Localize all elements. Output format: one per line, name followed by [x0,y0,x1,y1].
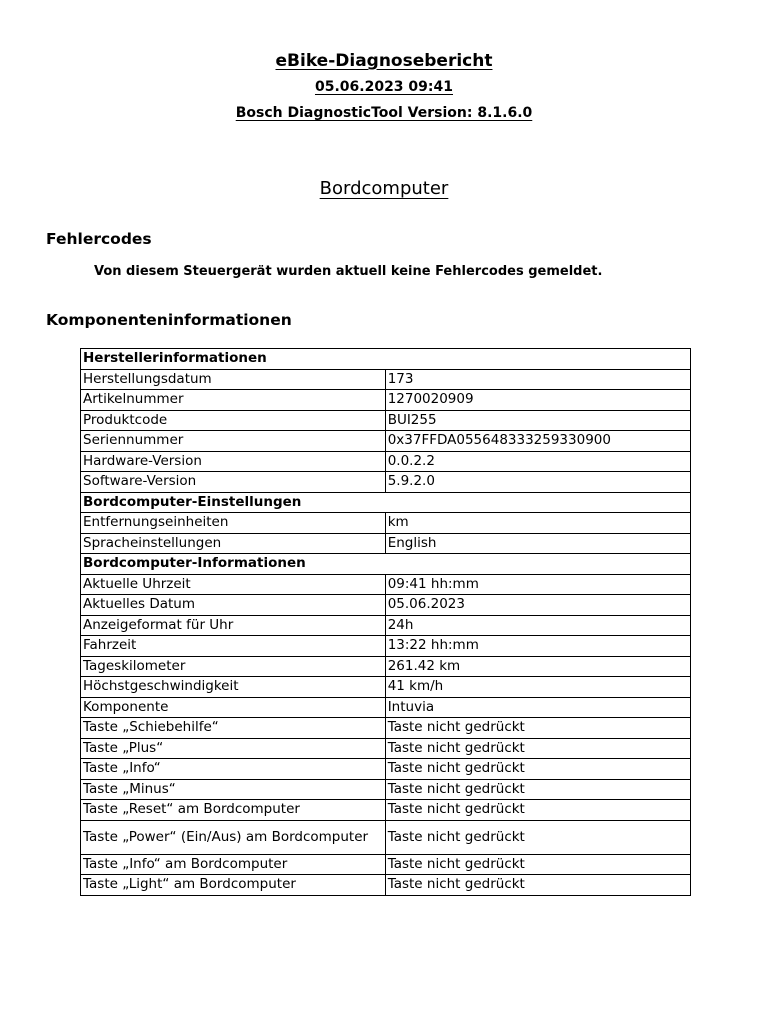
table-row [81,636,691,657]
row-value: 0.0.2.2 [385,451,690,472]
table-row [81,533,691,554]
row-value: Taste nicht gedrückt [385,738,690,759]
row-label: Anzeigeformat für Uhr [81,615,386,636]
table-row [81,513,691,534]
error-codes-heading: Fehlercodes [46,230,152,248]
row-label: Aktuelle Uhrzeit [81,574,386,595]
group-title-manufacturer: Herstellerinformationen [81,349,691,370]
table-row [81,854,691,875]
row-label: Tageskilometer [81,656,386,677]
report-title: eBike-Diagnosebericht [275,51,493,71]
row-label: Seriennummer [81,431,386,452]
table-row [81,451,691,472]
row-value: Taste nicht gedrückt [385,820,690,854]
table-row [81,431,691,452]
row-value: 24h [385,615,690,636]
row-value: Taste nicht gedrückt [385,759,690,780]
row-label: Höchstgeschwindigkeit [81,677,386,698]
row-value: 0x37FFDA055648333259330900 [385,431,690,452]
row-value: 41 km/h [385,677,690,698]
row-label: Taste „Plus“ [81,738,386,759]
row-value: 5.9.2.0 [385,472,690,493]
table-row [81,738,691,759]
row-label: Komponente [81,697,386,718]
row-value: 261.42 km [385,656,690,677]
row-label: Herstellungsdatum [81,369,386,390]
table-row [81,656,691,677]
row-value: 05.06.2023 [385,595,690,616]
row-value: Intuvia [385,697,690,718]
table-row [81,390,691,411]
table-group-row [81,554,691,575]
row-label: Artikelnummer [81,390,386,411]
row-label: Taste „Light“ am Bordcomputer [81,875,386,896]
row-label: Fahrzeit [81,636,386,657]
table-row [81,820,691,854]
component-info-heading: Komponenteninformationen [46,311,292,329]
group-title-information: Bordcomputer-Informationen [81,554,691,575]
table-row [81,875,691,896]
row-value: 13:22 hh:mm [385,636,690,657]
row-value: 09:41 hh:mm [385,574,690,595]
component-info-table [80,348,691,896]
table-row [81,574,691,595]
row-label: Taste „Info“ am Bordcomputer [81,854,386,875]
row-value: BUI255 [385,410,690,431]
table-row [81,677,691,698]
row-label: Taste „Minus“ [81,779,386,800]
row-value: Taste nicht gedrückt [385,800,690,821]
table-row [81,779,691,800]
row-label: Taste „Schiebehilfe“ [81,718,386,739]
table-row [81,615,691,636]
group-title-settings: Bordcomputer-Einstellungen [81,492,691,513]
row-label: Taste „Power“ (Ein/Aus) am Bordcomputer [81,820,386,854]
row-label: Aktuelles Datum [81,595,386,616]
device-title: Bordcomputer [319,178,449,199]
row-label: Entfernungseinheiten [81,513,386,534]
row-value: English [385,533,690,554]
row-label: Produktcode [81,410,386,431]
table-row [81,800,691,821]
report-header [0,48,768,126]
table-row [81,697,691,718]
row-value: 173 [385,369,690,390]
row-value: km [385,513,690,534]
table-row [81,369,691,390]
table-row [81,718,691,739]
table-row [81,410,691,431]
table-group-row [81,492,691,513]
report-tool-version: Bosch DiagnosticTool Version: 8.1.6.0 [235,105,533,121]
table-row [81,595,691,616]
no-error-codes-message: Von diesem Steuergerät wurden aktuell keine Fehlercodes gemeldet. [94,264,603,279]
table-row [81,472,691,493]
row-value: Taste nicht gedrückt [385,875,690,896]
table-row [81,759,691,780]
row-label: Hardware-Version [81,451,386,472]
table-group-row [81,349,691,370]
row-label: Software-Version [81,472,386,493]
row-value: 1270020909 [385,390,690,411]
row-value: Taste nicht gedrückt [385,854,690,875]
row-label: Taste „Info“ [81,759,386,780]
row-value: Taste nicht gedrückt [385,718,690,739]
row-label: Spracheinstellungen [81,533,386,554]
row-value: Taste nicht gedrückt [385,779,690,800]
report-datetime: 05.06.2023 09:41 [314,79,453,95]
row-label: Taste „Reset“ am Bordcomputer [81,800,386,821]
